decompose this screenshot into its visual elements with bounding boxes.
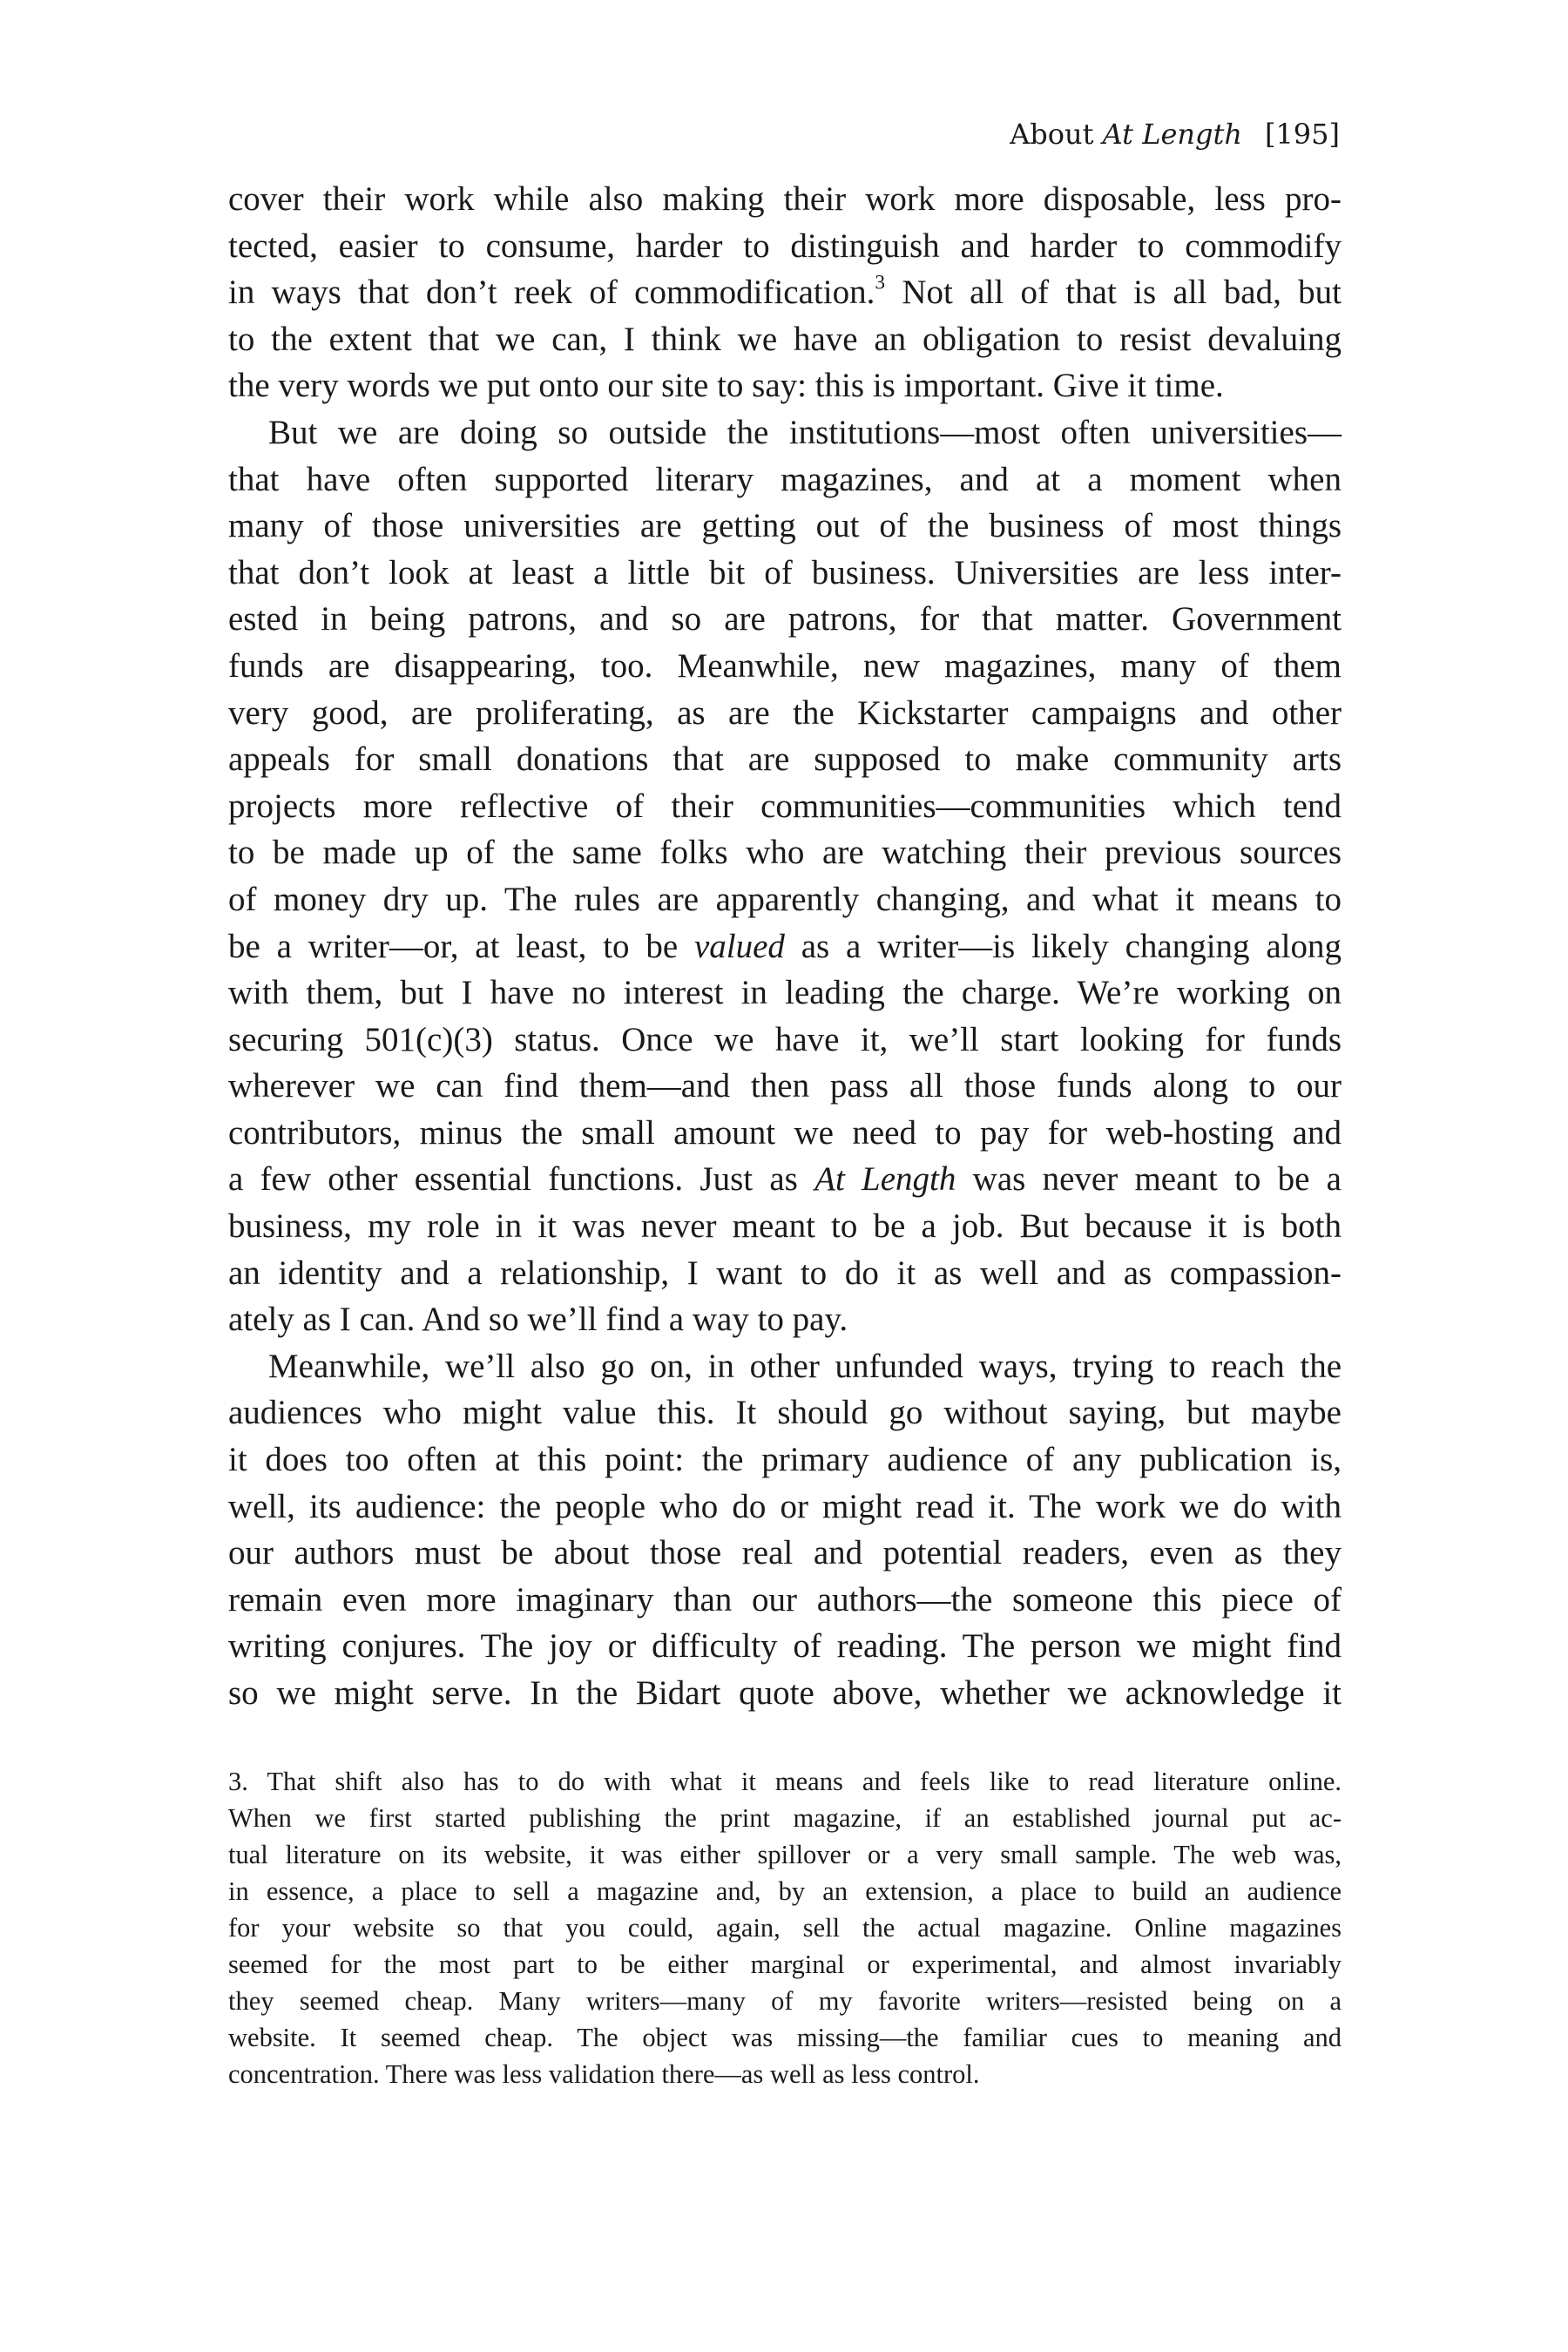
- body-line: tected, easier to consume, harder to distinguish and harder to commodify: [228, 226, 1342, 265]
- body-line: funds are disappearing, too. Meanwhile, new magazines, many of them: [228, 646, 1342, 685]
- body-line: with them, but I have no interest in leading the charge. We’re working on: [228, 974, 1342, 1012]
- body-line: But we are doing so outside the institutions—most often universities—: [268, 413, 1342, 451]
- body-line: appeals for small donations that are supposed to make community arts: [228, 740, 1342, 779]
- body-line: projects more reflective of their communities—communities which tend: [228, 787, 1342, 825]
- body-line: remain even more imaginary than our authors—the someone this piece of: [228, 1580, 1342, 1619]
- running-header: [1010, 117, 1340, 152]
- footnote-line: in essence, a place to sell a magazine and, by an extension, a place to build an audience: [228, 1876, 1342, 1906]
- body-line: of money dry up. The rules are apparently changing, and what it means to: [228, 880, 1342, 918]
- body-line: a few other essential functions. Just as At Length was never meant to be a: [228, 1160, 1342, 1199]
- footnote-line: website. It seemed cheap. The object was missing—the familiar cues to meaning and: [228, 2023, 1342, 2052]
- body-line: an identity and a relationship, I want to do it as well and as compassion-: [228, 1254, 1342, 1292]
- footnote-3: [228, 1763, 1342, 2092]
- body-line: securing 501(c)(3) status. Once we have it, we’ll start looking for funds: [228, 1020, 1342, 1058]
- body-line: ested in being patrons, and so are patrons, for that matter. Government: [228, 600, 1342, 639]
- footnote-line: for your website so that you could, again, sell the actual magazine. Online magazines: [228, 1913, 1342, 1943]
- footnote-line: When we first started publishing the print magazine, if an established journal put ac-: [228, 1803, 1342, 1833]
- body-line: to the extent that we can, I think we have an obligation to resist devaluing: [228, 320, 1342, 358]
- body-line: business, my role in it was never meant to be a job. But because it is both: [228, 1207, 1342, 1246]
- body-line: the very words we put onto our site to say: this is important. Give it time.: [228, 367, 1224, 405]
- body-line: be a writer—or, at least, to be valued as a writer—is likely changing along: [228, 927, 1342, 965]
- footnote-line: tual literature on its website, it was either spillover or a very small sample. The web was,: [228, 1840, 1342, 1869]
- body-line: many of those universities are getting out of the business of most things: [228, 507, 1342, 545]
- body-line: wherever we can find them—and then pass all those funds along to our: [228, 1067, 1342, 1105]
- footnote-line: 3. That shift also has to do with what it means and feels like to read literature online.: [228, 1767, 1342, 1796]
- body-line: writing conjures. The joy or difficulty of reading. The person we might find: [228, 1627, 1342, 1666]
- body-line: cover their work while also making their work more disposable, less pro-: [228, 180, 1342, 218]
- body-text: [228, 176, 1342, 1717]
- page-number: [195]: [1264, 118, 1340, 151]
- body-line: contributors, minus the small amount we need to pay for web-hosting and: [228, 1113, 1342, 1152]
- body-line: in ways that don’t reek of commodification.$^3$ Not all of that is all bad, but: [228, 271, 1342, 312]
- body-line: Meanwhile, we’ll also go on, in other unfunded ways, trying to reach the: [268, 1347, 1342, 1385]
- body-line: audiences who might value this. It should go without saying, but maybe: [228, 1394, 1342, 1432]
- body-line: ately as I can. And so we’ll find a way to pay.: [228, 1301, 848, 1339]
- body-line: our authors must be about those real and potential readers, even as they: [228, 1534, 1342, 1572]
- body-line: so we might serve. In the Bidart quote above, whether we acknowledge it: [228, 1674, 1342, 1712]
- footnote-line: they seemed cheap. Many writers—many of my favorite writers—resisted being on a: [228, 1986, 1342, 2016]
- footnote-line: seemed for the most part to be either marginal or experimental, and almost invariably: [228, 1950, 1342, 1979]
- body-line: that don’t look at least a little bit of business. Universities are less inter-: [228, 553, 1342, 591]
- body-line: that have often supported literary magazines, and at a moment when: [228, 460, 1342, 498]
- body-line: very good, are proliferating, as are the Kickstarter campaigns and other: [228, 693, 1342, 732]
- body-line: to be made up of the same folks who are watching their previous sources: [228, 834, 1342, 872]
- footnote-line: concentration. There was less validation there—as well as less control.: [228, 2059, 980, 2089]
- running-title: About At Length: [1010, 118, 1242, 151]
- body-line: well, its audience: the people who do or might read it. The work we do with: [228, 1487, 1342, 1525]
- body-line: it does too often at this point: the primary audience of any publication is,: [228, 1441, 1342, 1479]
- footnote-ref[interactable]: 3: [875, 271, 886, 294]
